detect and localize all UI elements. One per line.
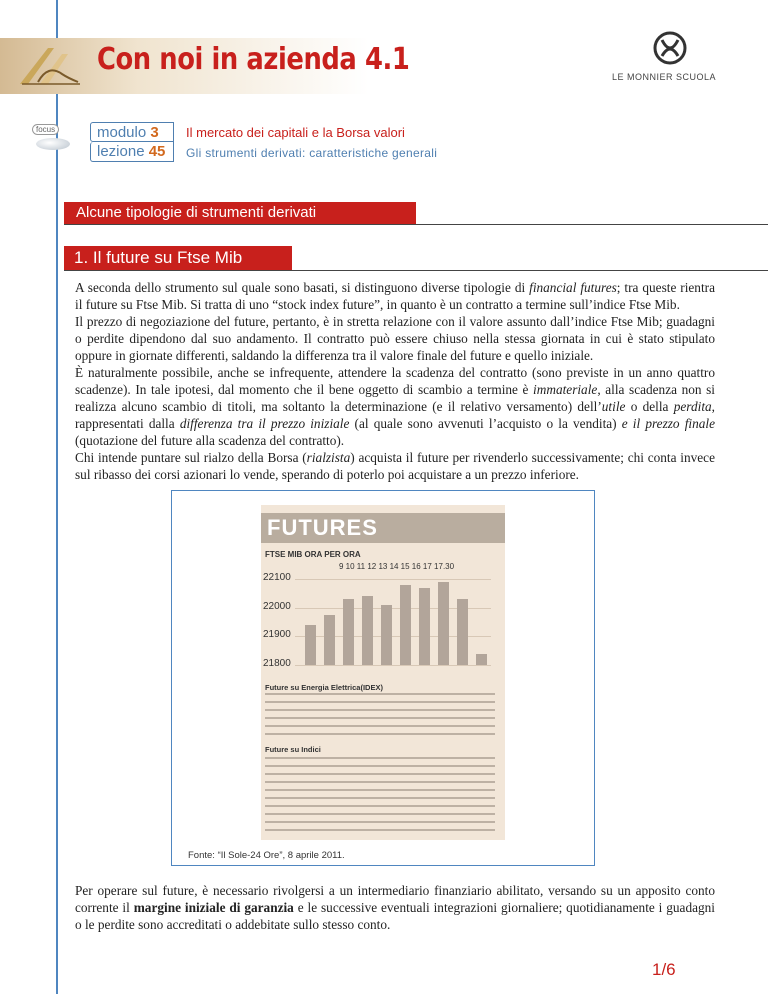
table-row [265, 813, 495, 815]
chart-gridline [295, 579, 491, 580]
table-row [265, 717, 495, 719]
section-title: Alcune tipologie di strumenti derivati [76, 204, 317, 221]
y-tick-label: 21900 [263, 629, 291, 641]
italic-run: e il prezzo finale [621, 416, 716, 431]
table-title-indici: Future su Indici [265, 745, 321, 754]
table-row [265, 693, 495, 695]
text-run: Il prezzo di negoziazione del future, pertanto, è in stretta relazione con il valore assunto dall’indice Ftse Mib; guadagni o perdite dipendono dal suo andamento. Il contratto può essere chiuso nella stessa giornata in cui è stato stipulato oppure in giornate differenti, saldando la differenza tra il valore finale del future e quello iniziale. [75, 314, 715, 363]
italic-run: immateriale [533, 382, 598, 397]
module-title: Il mercato dei capitali e la Borsa valori [186, 125, 405, 140]
text-run: ; tra queste rientra il future su Ftse Mib. Si tratta di uno “stock index future”, in quanto è un contratto a termine sull’indice Ftse Mib. [75, 280, 715, 312]
italic-run: perdita [673, 399, 712, 414]
module-box [90, 122, 174, 162]
table-row [265, 821, 495, 823]
clipping-banner-text: FUTURES [267, 515, 378, 540]
text-run: A seconda dello strumento sul quale sono basati, si distinguono diverse tipologie di [75, 280, 530, 295]
table-row [265, 773, 495, 775]
text-run: (quotazione del future alla scadenza del contratto). [75, 433, 345, 448]
chart-bar [324, 615, 335, 665]
bold-run: margine iniziale di garanzia [133, 900, 294, 915]
section-rule [64, 224, 768, 225]
book-logo-icon [18, 44, 84, 86]
text-run: o della [625, 399, 674, 414]
table-row [265, 797, 495, 799]
body-text [75, 279, 715, 483]
subsection-rule [64, 270, 768, 271]
chart-bar [419, 588, 430, 665]
paragraph [75, 882, 715, 933]
chart-bar [476, 654, 487, 665]
modulo-row [90, 122, 174, 142]
table-row [265, 733, 495, 735]
y-tick-label: 22000 [263, 600, 291, 612]
paragraph [75, 449, 715, 483]
newspaper-clipping [261, 505, 505, 840]
modulo-label: modulo [97, 124, 147, 141]
table-row [265, 805, 495, 807]
chart-bar [381, 605, 392, 665]
chart-hours-labels: 9 10 11 12 13 14 15 16 17 17.30 [339, 562, 455, 571]
y-tick-label: 21800 [263, 658, 291, 669]
table-row [265, 765, 495, 767]
subsection-heading [64, 246, 292, 270]
table-row [265, 789, 495, 791]
bottom-paragraph [75, 882, 715, 933]
chart-bar [343, 599, 354, 665]
text-run: ) acquista il future per rivenderlo successivamente; chi conta invece sul ribasso dei corsi azionari lo vende, sperando di poterlo poi acquistare a un prezzo inferiore. [75, 450, 715, 482]
paragraph [75, 313, 715, 364]
chart-bar [438, 582, 449, 665]
chart-gridline [295, 665, 491, 666]
chart-bar [457, 599, 468, 665]
text-run: Chi intende puntare sul rialzo della Borsa ( [75, 450, 307, 465]
publisher-logo-icon [652, 30, 688, 66]
lezione-row [90, 142, 174, 162]
lesson-title: Gli strumenti derivati: caratteristiche generali [186, 146, 438, 160]
book-title: Con noi in azienda 4.1 [97, 42, 410, 77]
text-run: Per operare sul future, è necessario rivolgersi a un intermediario finanziario abilitato, versando su un apposito conto corrente il [75, 883, 715, 915]
paragraph [75, 279, 715, 313]
paragraph [75, 364, 715, 449]
table-row [265, 709, 495, 711]
y-tick-label: 22100 [263, 572, 291, 583]
table-row [265, 757, 495, 759]
text-run: , alla scadenza non si realizza alcuno scambio di titoli, ma soltanto la determinazione (e il relativo versamento) dell’ [75, 382, 715, 414]
text-run: (al quale sono avvenuti l’acquisto o la vendita) [349, 416, 622, 431]
chart-bar [362, 596, 373, 665]
modulo-number: 3 [150, 124, 159, 141]
lezione-label: lezione [97, 143, 145, 160]
figure-caption: Fonte: “Il Sole-24 Ore”, 8 aprile 2011. [188, 850, 345, 861]
clipping-banner [261, 513, 505, 543]
text-run: , rappresentati dalla [75, 399, 715, 431]
table-row [265, 701, 495, 703]
italic-run: differenza tra il prezzo iniziale [179, 416, 350, 431]
focus-tag: focus [32, 124, 59, 135]
chart-bar [305, 625, 316, 665]
italic-run: utile [601, 399, 626, 414]
subsection-title: 1. Il future su Ftse Mib [74, 248, 243, 267]
table-row [265, 829, 495, 831]
chart-title: FTSE MIB ORA PER ORA [265, 550, 361, 559]
italic-run: rialzista [306, 450, 351, 465]
page-number: 1/6 [652, 960, 676, 979]
table-row [265, 725, 495, 727]
text-run: È naturalmente possibile, anche se infrequente, attendere la scadenza del contratto (sono previste in un anno quattro scadenze). In tale ipotesi, dal momento che il bene oggetto di scambio a termine è [75, 365, 715, 397]
lezione-number: 45 [148, 143, 166, 160]
chart-bar [400, 585, 411, 665]
italic-run: financial futures [529, 280, 617, 295]
section-heading [64, 202, 416, 224]
publisher-name: LE MONNIER SCUOLA [612, 72, 717, 82]
table-row [265, 781, 495, 783]
table-title-energia: Future su Energia Elettrica(IDEX) [265, 683, 383, 692]
text-run: e le successive eventuali integrazioni giornaliere; quotidianamente i guadagni o le perdite sono accreditati o addebitate sullo stesso conto. [75, 900, 715, 932]
disc-icon [36, 138, 70, 150]
